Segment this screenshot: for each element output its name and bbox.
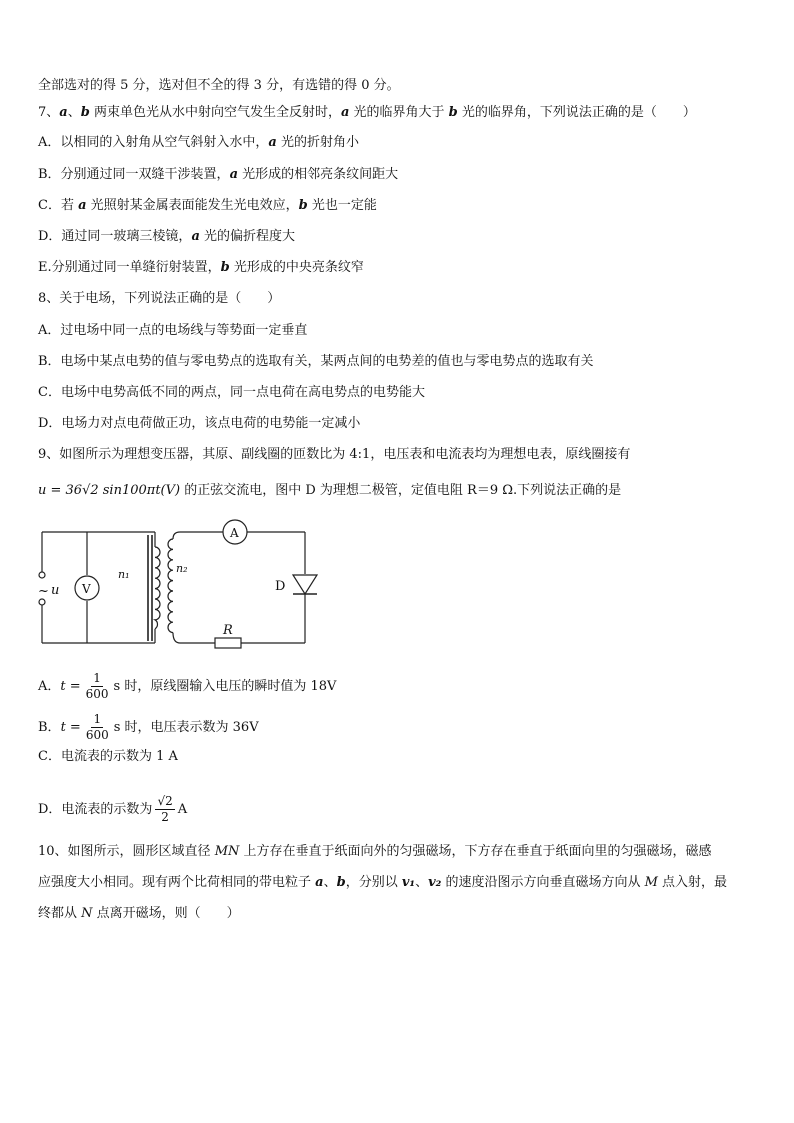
q10-sep2: 、 [415, 875, 429, 890]
q8-option-d[interactable]: D．电场力对点电荷做正功，该点电荷的电势能一定减小 [38, 416, 361, 431]
q7-stem [38, 104, 696, 122]
q9-optD-den: 2 [161, 810, 169, 824]
secondary-bottom-wire-left [173, 633, 215, 643]
q9-option-a[interactable] [38, 671, 336, 702]
diode-triangle [293, 575, 317, 594]
q7-option-e[interactable] [38, 259, 364, 277]
q7-var-a: a [59, 105, 68, 120]
q10-stem-line3 [38, 905, 240, 923]
q8-option-a[interactable]: A．过电场中同一点的电场线与等势面一定垂直 [38, 323, 308, 338]
q10-var-v2: v₂ [428, 875, 442, 890]
q7-optA-var: a [268, 135, 277, 150]
q9-formula: u = 36√2 sin100πt(V) [38, 483, 181, 498]
primary-coil [155, 547, 160, 629]
q9-option-c[interactable]: C．电流表的示数为 1 A [38, 749, 178, 764]
q7-number: 7、 [38, 105, 60, 120]
q7-option-a[interactable] [38, 134, 359, 152]
q7-var-b: b [80, 105, 90, 120]
voltmeter-label: V [82, 582, 91, 596]
q7-optC-var-b: b [298, 198, 308, 213]
source-terminal-top [39, 572, 45, 578]
q9-option-d[interactable] [38, 794, 187, 825]
q7-optD-post: 光的偏折程度大 [199, 229, 296, 244]
q9-optA-t: t = [60, 679, 81, 694]
q9-optA-pre: A． [38, 679, 61, 694]
q10-var-N: N [81, 906, 93, 921]
q10-stem3-post: 点离开磁场，则（ ） [92, 906, 240, 921]
resistor-body [215, 638, 241, 648]
q7-optC-mid: 光照射某金属表面能发生光电效应， [86, 198, 299, 213]
q10-var-b: b [336, 875, 346, 890]
q8-option-c[interactable]: C．电场中电势高低不同的两点，同一点电荷在高电势点的电势能大 [38, 385, 425, 400]
q7-optE-pre: E.分别通过同一单缝衍射装置， [38, 260, 221, 275]
q7-optA-pre: A．以相同的入射角从空气斜射入水中， [38, 135, 269, 150]
q7-optD-pre: D．通过同一玻璃三棱镜， [38, 229, 192, 244]
q9-optD-num: √2 [157, 794, 173, 808]
q10-sep1: 、 [323, 875, 337, 890]
ac-tilde-label: ~ [38, 584, 49, 599]
q9-optB-fraction [84, 712, 111, 743]
q10-stem1-pre: 10、如图所示，圆形区域直径 [38, 844, 215, 859]
q10-stem-line1 [38, 843, 712, 861]
n2-label: n₂ [176, 562, 188, 575]
q7-optD-var: a [191, 229, 200, 244]
q7-optC-post: 光也一定能 [307, 198, 377, 213]
q7-optB-var: a [229, 167, 238, 182]
source-terminal-bottom [39, 599, 45, 605]
q9-optA-num: 1 [93, 671, 101, 685]
q10-stem3-pre: 终都从 [38, 906, 82, 921]
q10-var-v1: v₁ [401, 875, 416, 890]
q7-optE-post: 光形成的中央亮条纹窄 [229, 260, 364, 275]
q9-optB-den: 600 [85, 728, 109, 742]
q9-optA-den: 600 [85, 687, 109, 701]
q10-var-M: M [644, 875, 658, 890]
q7-optB-post: 光形成的相邻亮条纹间距大 [238, 167, 399, 182]
q7-sep: 、 [67, 105, 81, 120]
q9-optA-fraction [84, 671, 111, 702]
q7-stem-mid2: 光的临界角大于 [349, 105, 449, 120]
q9-optB-pre: B． [38, 720, 61, 735]
q10-stem2-post: 点入射，最 [657, 875, 728, 890]
q7-stem-tail: 光的临界角，下列说法正确的是（ ） [457, 105, 696, 120]
q9-optD-fraction [155, 794, 174, 825]
ammeter-label: A [230, 526, 239, 540]
resistor-label: R [223, 623, 233, 638]
q9-optB-num: 1 [93, 712, 102, 726]
q9-stem-line1: 9、如图所示为理想变压器，其原、副线圈的匝数比为 4:1，电压表和电流表均为理想电表，原线圈接有 [38, 447, 631, 462]
diode-label: D [275, 579, 286, 594]
q7-optE-var: b [220, 260, 230, 275]
q10-stem2-mid1: ，分别以 [345, 875, 402, 890]
q9-optD-pre: D．电流表的示数为 [38, 802, 153, 817]
secondary-top-wire-left [173, 532, 223, 539]
q7-optC-var-a: a [78, 198, 87, 213]
q7-option-d[interactable] [38, 228, 295, 246]
q7-optA-post: 光的折射角小 [276, 135, 359, 150]
q9-optD-post: A [177, 802, 188, 817]
q10-stem2-pre: 应强度大小相同。现有两个比荷相同的带电粒子 [38, 875, 316, 890]
source-u-label: u [51, 583, 60, 598]
q9-optA-post: s 时，原线圈输入电压的瞬时值为 18V [113, 679, 337, 694]
q7-var-b2: b [448, 105, 458, 120]
q8-option-b[interactable]: B．电场中某点电势的值与零电势点的选取有关，某两点间的电势差的值也与零电势点的选取有关 [38, 354, 594, 369]
transformer-circuit-diagram [30, 517, 330, 652]
q10-var-a: a [315, 875, 324, 890]
n1-label: n₁ [118, 568, 130, 581]
q7-option-b[interactable] [38, 166, 398, 184]
q8-stem: 8、关于电场，下列说法正确的是（ ） [38, 291, 281, 306]
q7-var-a2: a [340, 105, 350, 120]
q7-option-c[interactable] [38, 197, 377, 215]
q9-optB-t: t = [60, 720, 81, 735]
q9-optB-post: s 时，电压表示数为 36V [113, 720, 259, 735]
q7-optB-pre: B．分别通过同一双缝干涉装置， [38, 167, 230, 182]
q10-var-MN: MN [214, 844, 240, 859]
scoring-note: 全部选对的得 5 分，选对但不全的得 3 分，有选错的得 0 分。 [38, 78, 400, 93]
q9-option-b[interactable] [38, 712, 259, 743]
secondary-coil [168, 539, 173, 633]
q7-stem-mid1: 两束单色光从水中射向空气发生全反射时， [89, 105, 341, 120]
q10-stem-line2 [38, 874, 727, 892]
q9-stem-line2 [38, 482, 621, 500]
q10-stem1-post: 上方存在垂直于纸面向外的匀强磁场，下方存在垂直于纸面向里的匀强磁场，磁感 [239, 844, 712, 859]
q10-stem2-mid2: 的速度沿图示方向垂直磁场方向从 [441, 875, 645, 890]
q7-optC-pre: C．若 [38, 198, 79, 213]
q9-stem2: 的正弦交流电，图中 D 为理想二极管，定值电阻 R＝9 Ω.下列说法正确的是 [180, 483, 622, 498]
